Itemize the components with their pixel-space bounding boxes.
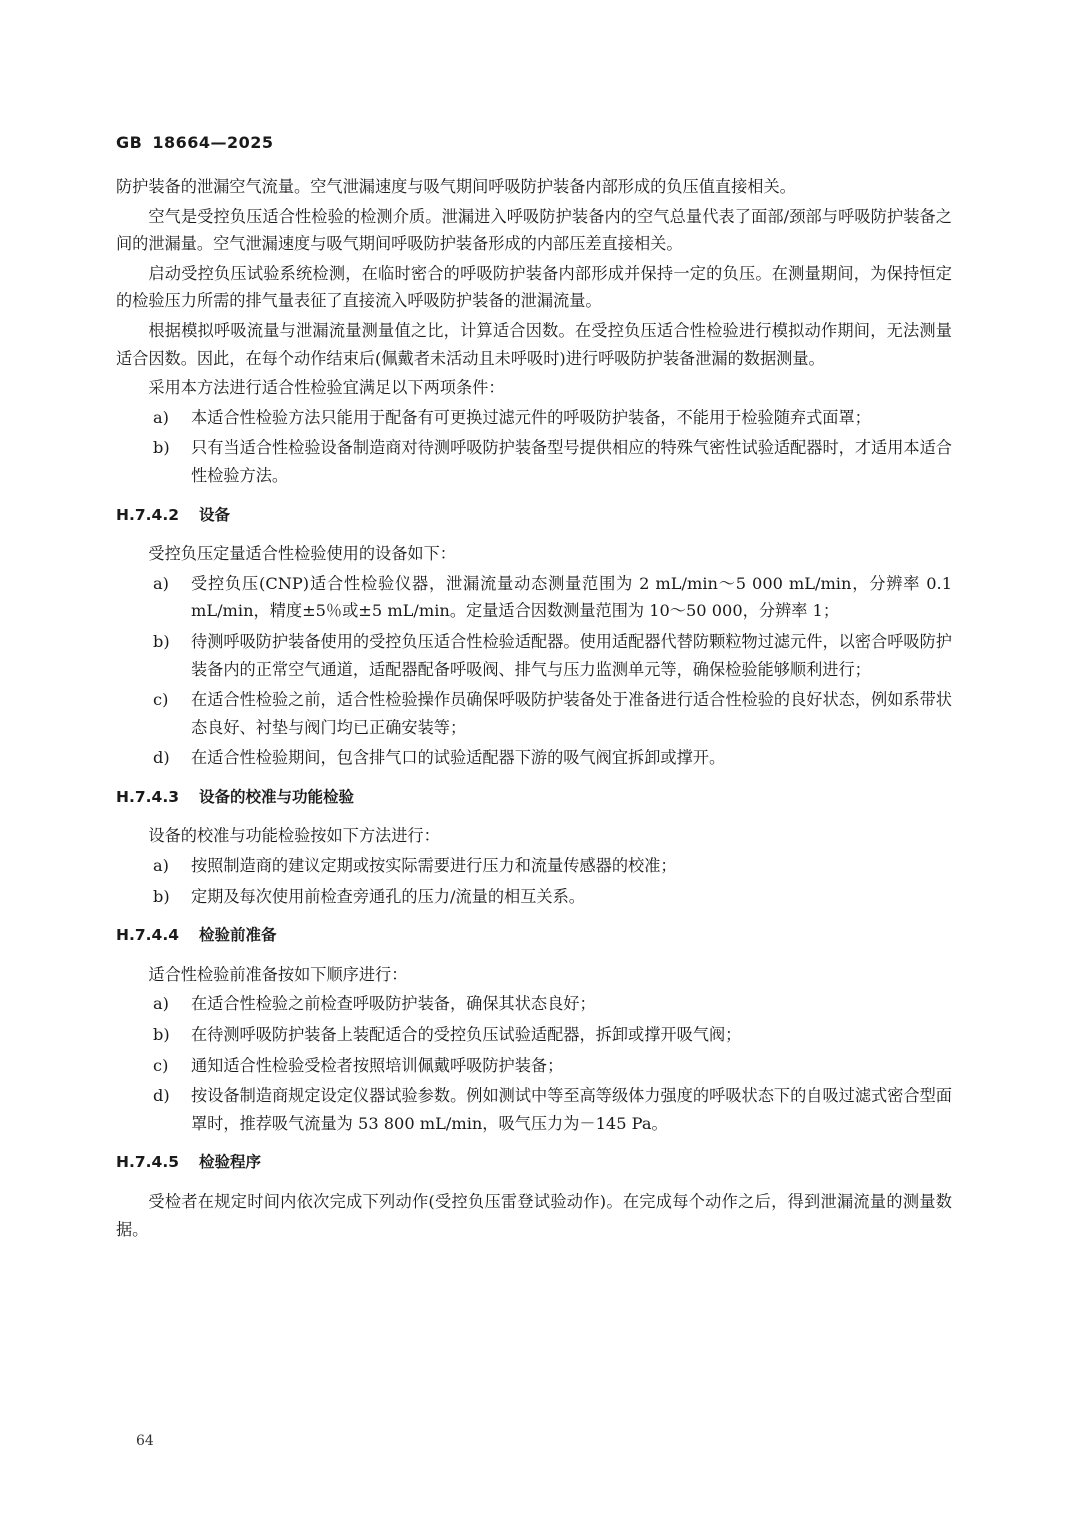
calibration-list: [116, 852, 952, 910]
list-marker: a): [153, 856, 169, 876]
list-marker: d): [153, 1086, 170, 1106]
list-item-text: 待测呼吸防护装备使用的受控负压适合性检验适配器。使用适配器代替防颗粒物过滤元件，以密合呼吸防护装备内的正常空气通道，适配器配备呼吸阀、排气与压力监测单元等，确保检验能够顺利进行；: [191, 631, 952, 679]
section-title: 检验程序: [199, 1153, 262, 1172]
gb-label: GB: [116, 133, 143, 152]
section-title: 设备: [199, 505, 231, 524]
list-marker: b): [153, 886, 170, 906]
list-marker: b): [153, 438, 170, 458]
list-item-text: 定期及每次使用前检查旁通孔的压力/流量的相互关系。: [191, 886, 585, 906]
list-marker: c): [153, 690, 169, 710]
section-heading-h743: [116, 784, 952, 812]
list-item-text: 按设备制造商规定设定仪器试验参数。例如测试中等至高等级体力强度的呼吸状态下的自吸过滤式密合型面罩时，推荐吸气流量为 53 800 mL/min，吸气压力为－145 Pa。: [191, 1086, 952, 1133]
list-item-text: 只有当适合性检验设备制造商对待测呼吸防护装备型号提供相应的特殊气密性试验适配器时，才适用本适合性检验方法。: [191, 438, 952, 485]
list-marker: d): [153, 748, 170, 768]
list-item-text: 在适合性检验期间，包含排气口的试验适配器下游的吸气阀宜拆卸或撑开。: [191, 748, 726, 768]
list-item: [116, 883, 952, 911]
section-number: H.7.4.4: [116, 926, 179, 945]
section-lead: 适合性检验前准备按如下顺序进行：: [148, 964, 408, 984]
section-title: 设备的校准与功能检验: [199, 787, 355, 806]
list-item: [116, 686, 952, 741]
list-item: [116, 1082, 952, 1137]
section-number: H.7.4.3: [116, 787, 179, 806]
list-item: [116, 628, 952, 683]
list-item: [116, 434, 952, 489]
list-item-text: 本适合性检验方法只能用于配备有可更换过滤元件的呼吸防护装备，不能用于检验随弃式面罩；: [191, 407, 871, 427]
standard-code-header: [116, 133, 274, 152]
list-marker: a): [153, 994, 169, 1014]
list-item: [116, 1052, 952, 1080]
list-marker: a): [153, 407, 169, 427]
paragraph: 根据模拟呼吸流量与泄漏流量测量值之比，计算适合因数。在受控负压适合性检验进行模拟动作期间，无法测量适合因数。因此，在每个动作结束后(佩戴者未活动且未呼吸时)进行呼吸防护装备泄漏的数据测量。: [116, 320, 952, 368]
list-item-text: 在适合性检验之前，适合性检验操作员确保呼吸防护装备处于准备进行适合性检验的良好状态，例如系带状态良好、衬垫与阀门均已正确安装等；: [191, 690, 952, 737]
paragraph: 空气是受控负压适合性检验的检测介质。泄漏进入呼吸防护装备内的空气总量代表了面部/颈部与呼吸防护装备之间的泄漏量。空气泄漏速度与吸气期间呼吸防护装备形成的内部压差直接相关。: [116, 206, 952, 254]
list-item: [116, 990, 952, 1018]
equipment-list: [116, 570, 952, 772]
section-lead: 受控负压定量适合性检验使用的设备如下：: [148, 544, 456, 564]
paragraph-continued: 防护装备的泄漏空气流量。空气泄漏速度与吸气期间呼吸防护装备内部形成的负压值直接相关。: [116, 177, 796, 196]
list-item: [116, 744, 952, 772]
list-marker: a): [153, 573, 169, 593]
list-marker: c): [153, 1055, 169, 1075]
list-item-text: 受控负压(CNP)适合性检验仪器，泄漏流量动态测量范围为 2 mL/min～5 000 mL/min，分辨率 0.1 mL/min，精度±5％或±5 mL/min。定量适合因数测量范围为 10～50 000，分辨率 1；: [191, 573, 952, 621]
section-lead: 受检者在规定时间内依次完成下列动作(受控负压雷登试验动作)。在完成每个动作之后，得到泄漏流量的测量数据。: [116, 1192, 952, 1239]
list-item: [116, 570, 952, 625]
list-item-text: 在待测呼吸防护装备上装配适合的受控负压试验适配器，拆卸或撑开吸气阀；: [191, 1025, 742, 1045]
section-heading-h742: [116, 502, 952, 530]
list-item: [116, 1021, 952, 1049]
document-body: [116, 173, 952, 1245]
list-item-text: 在适合性检验之前检查呼吸防护装备，确保其状态良好；: [191, 994, 596, 1014]
section-heading-h744: [116, 922, 952, 950]
list-item-text: 通知适合性检验受检者按照培训佩戴呼吸防护装备；: [191, 1055, 564, 1075]
section-lead: 设备的校准与功能检验按如下方法进行：: [148, 826, 440, 846]
paragraph: 采用本方法进行适合性检验宜满足以下两项条件：: [148, 378, 505, 398]
list-marker: b): [153, 631, 170, 651]
standard-number: 18664—2025: [152, 133, 274, 152]
section-heading-h745: [116, 1149, 952, 1177]
preparation-list: [116, 990, 952, 1137]
list-item: [116, 404, 952, 432]
list-marker: b): [153, 1025, 170, 1045]
page-number: 64: [136, 1433, 154, 1449]
conditions-list: [116, 404, 952, 490]
paragraph: 启动受控负压试验系统检测，在临时密合的呼吸防护装备内部形成并保持一定的负压。在测量期间，为保持恒定的检验压力所需的排气量表征了直接流入呼吸防护装备的泄漏流量。: [116, 263, 952, 311]
section-number: H.7.4.5: [116, 1153, 179, 1172]
section-number: H.7.4.2: [116, 505, 179, 524]
list-item-text: 按照制造商的建议定期或按实际需要进行压力和流量传感器的校准；: [191, 856, 677, 876]
list-item: [116, 852, 952, 880]
section-title: 检验前准备: [199, 926, 277, 945]
